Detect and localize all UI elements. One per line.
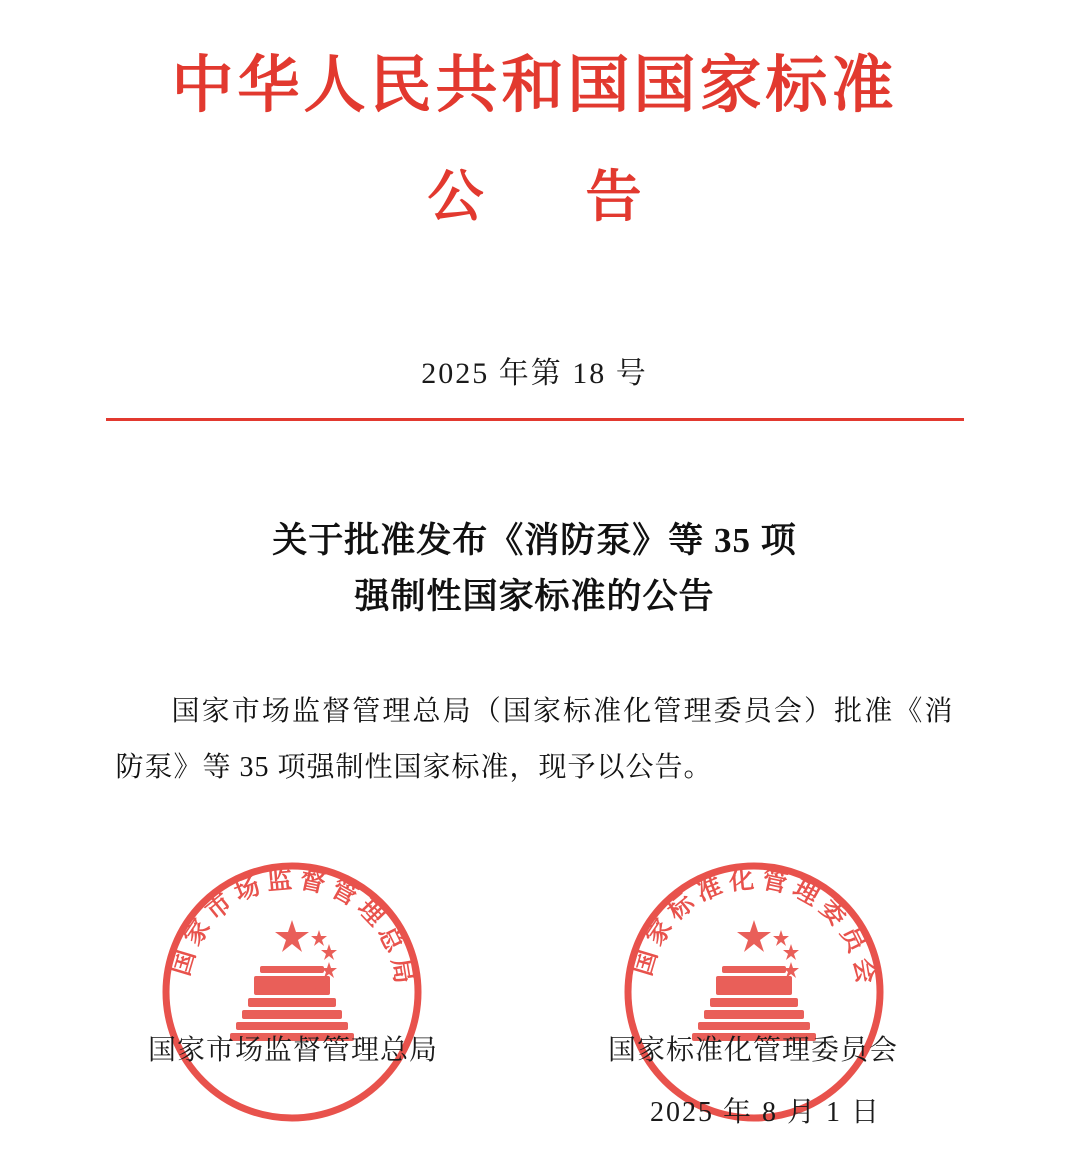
masthead — [0, 0, 1069, 230]
signature-right-org: 国家标准化管理委员会 — [608, 1035, 899, 1066]
issue-number: 2025 年第 18 号 — [421, 356, 648, 390]
issue-section — [0, 348, 1069, 421]
signature-left-org: 国家市场监督管理总局 — [148, 1035, 439, 1066]
document-body-paragraph: 国家市场监督管理总局（国家标准化管理委员会）批准《消防泵》等 35 项强制性国家标准，现予以公告。 — [115, 696, 954, 784]
document-title-line-2: 强制性国家标准的公告 — [354, 577, 715, 617]
document-title — [0, 513, 1069, 626]
document-title-line-1: 关于批准发布《消防泵》等 35 项 — [272, 520, 797, 560]
signature-date: 2025 年 8 月 1 日 — [650, 1097, 882, 1128]
red-divider — [106, 418, 964, 421]
svg-text:国家标准化管理委员会: 国家标准化管理委员会 — [629, 866, 880, 992]
masthead-title: 中华人民共和国国家标准 — [171, 52, 898, 120]
document-body — [116, 684, 954, 796]
masthead-subtitle: 公 告 — [427, 167, 686, 230]
seal-samr — [158, 858, 426, 1126]
svg-text:国家市场监督管理总局: 国家市场监督管理总局 — [167, 866, 418, 992]
signature-right — [608, 1028, 898, 1130]
